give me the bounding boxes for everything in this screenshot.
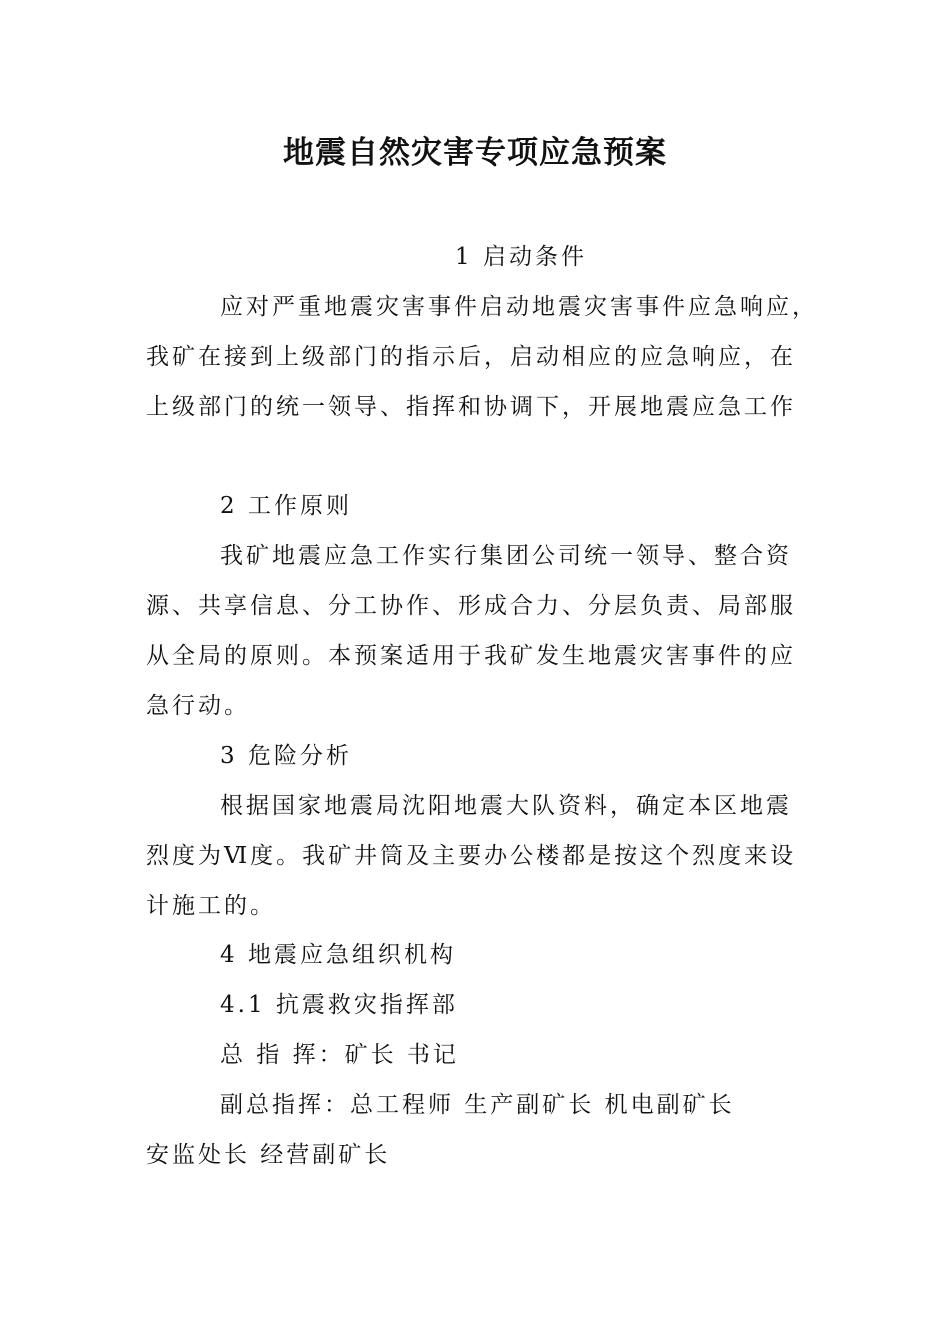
paragraph-line: 烈度为Ⅵ度。我矿井筒及主要办公楼都是按这个烈度来设 [146,843,797,869]
paragraph-line: 急行动。 [146,693,250,719]
paragraph-line: 我矿在接到上级部门的指示后，启动相应的应急响应，在 [146,344,796,370]
paragraph-line: 根据国家地震局沈阳地震大队资料，确定本区地震 [220,793,792,819]
paragraph-line: 上级部门的统一领导、指挥和协调下，开展地震应急工作 [146,394,796,420]
subsection-heading-4-1: 4.1 抗震救灾指挥部 [220,992,458,1018]
paragraph-line: 从全局的原则。本预案适用于我矿发生地震灾害事件的应 [146,643,796,669]
paragraph-line: 应对严重地震灾害事件启动地震灾害事件应急响应， [220,294,818,320]
paragraph-line: 源、共享信息、分工协作、形成合力、分层负责、局部服 [146,593,796,619]
deputy-commander-line-cont: 安监处长 经营副矿长 [146,1142,391,1168]
section-heading-1: 1 启动条件 [455,244,587,270]
document-title: 地震自然灾害专项应急预案 [283,135,667,171]
deputy-commander-line: 副总指挥：总工程师 生产副矿长 机电副矿长 [220,1092,735,1118]
section-heading-3: 3 危险分析 [220,743,352,769]
paragraph-line: 我矿地震应急工作实行集团公司统一领导、整合资 [220,543,792,569]
paragraph-line: 计施工的。 [146,893,276,919]
section-heading-2: 2 工作原则 [220,493,352,519]
section-heading-4: 4 地震应急组织机构 [220,942,456,968]
commander-line: 总 指 挥：矿长 书记 [220,1042,459,1068]
